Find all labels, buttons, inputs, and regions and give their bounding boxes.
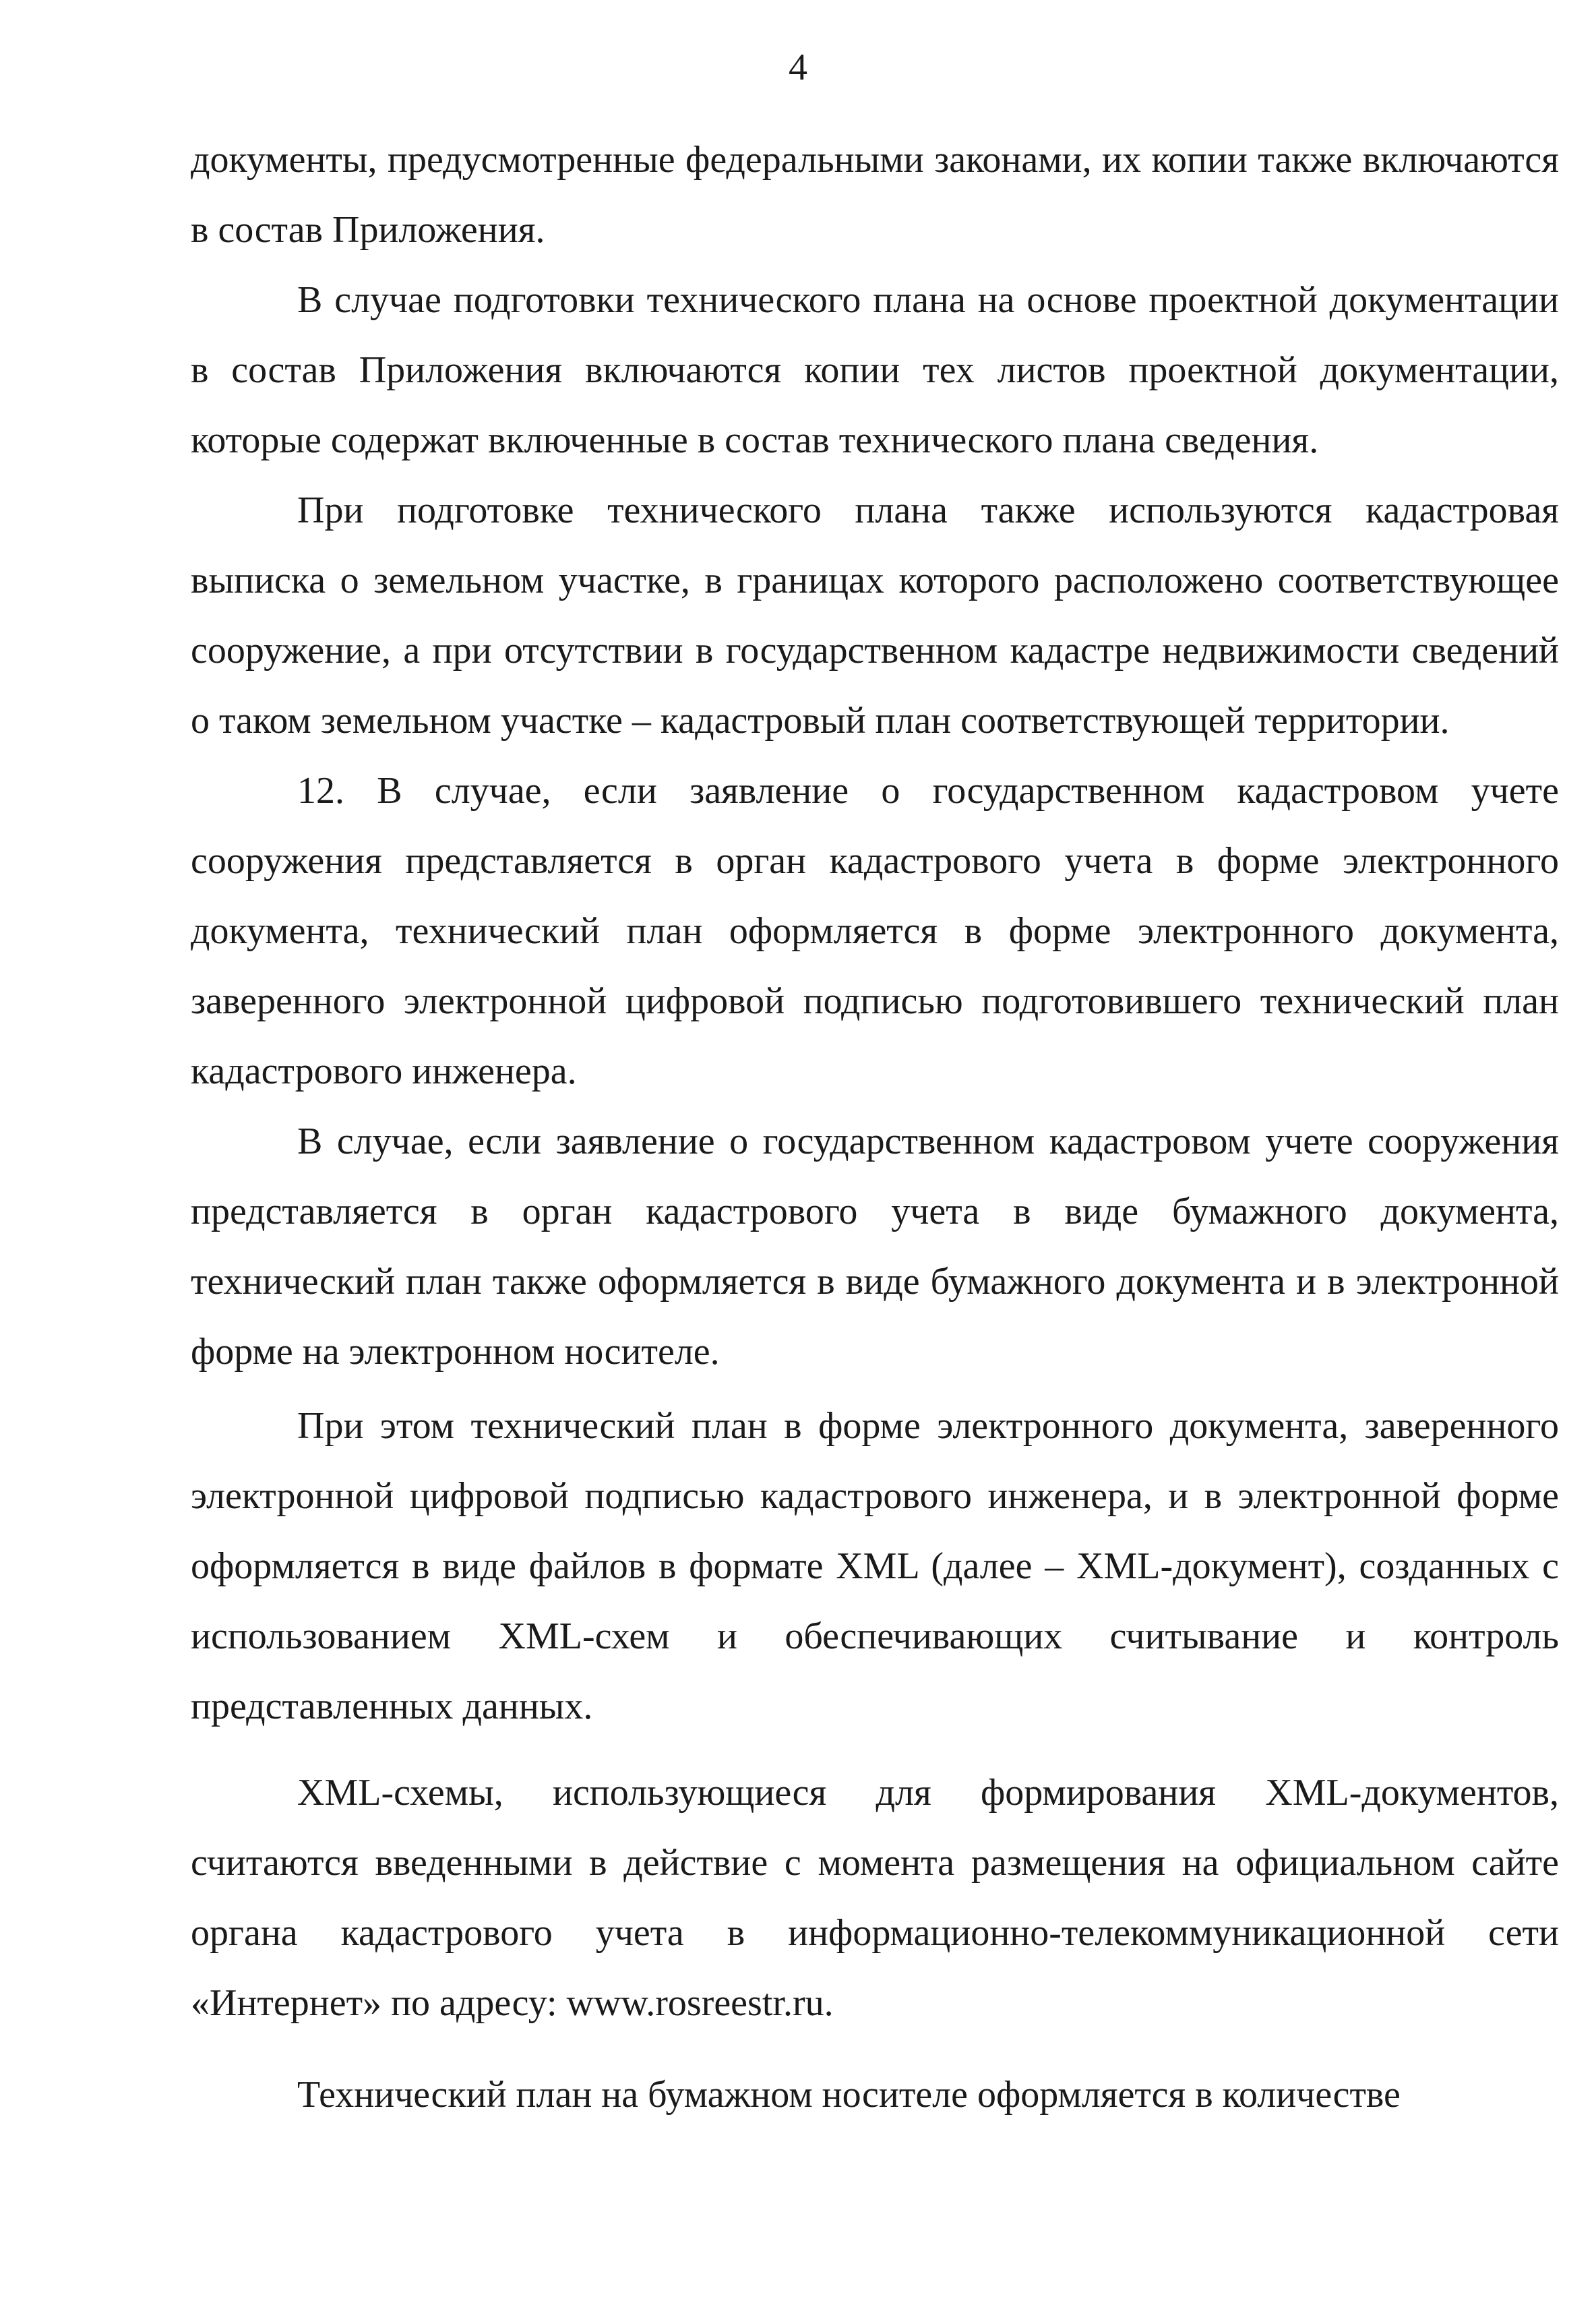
paragraph-xml-format: При этом технический план в форме электронного документа, заверенного электронной цифровой подписью кадастрового инженера, и в электронной форме оформляется в виде файлов в формате XML (далее – XML-документ), созданных с использованием XML-схем и обеспечивающих считывание и контроль представленных данных. <box>191 1405 1559 1727</box>
paragraph-cadastral-extract: При подготовке технического плана также используются кадастровая выписка о земельном участке, в границах которого расположено соответствующее сооружение, а при отсутствии в государственном кадастре недвижимости сведений о таком земельном участке – кадастровый план соответствующей территории. <box>191 489 1559 742</box>
paragraph-xml-schemas: XML-схемы, использующиеся для формирования XML-документов, считаются введенными в действие с момента размещения на официальном сайте органа кадастрового учета в информационно-телекоммуникационной сети «Интернет» по адресу: www.rosreestr.ru. <box>191 1772 1559 2024</box>
paragraph-paper-document: В случае, если заявление о государственном кадастровом учете сооружения представляется в орган кадастрового учета в виде бумажного документа, технический план также оформляется в виде бумажного документа и в электронной форме на электронном носителе. <box>191 1121 1559 1373</box>
paragraph-project-documentation: В случае подготовки технического плана на основе проектной документации в состав Приложения включаются копии тех листов проектной документации, которые содержат включенные в состав технического плана сведения. <box>191 279 1559 461</box>
paragraph-item-12: 12. В случае, если заявление о государственном кадастровом учете сооружения представляется в орган кадастрового учета в форме электронного документа, технический план оформляется в форме электронного документа, заверенного электронной цифровой подписью подготовившего технический план кадастрового инженера. <box>191 770 1559 1092</box>
paragraph-continuation: документы, предусмотренные федеральными законами, их копии также включаются в состав Приложения. <box>191 139 1559 251</box>
document-body <box>191 125 1559 2130</box>
page-number: 4 <box>789 47 807 88</box>
paragraph-paper-copies: Технический план на бумажном носителе оформляется в количестве <box>297 2074 1401 2116</box>
